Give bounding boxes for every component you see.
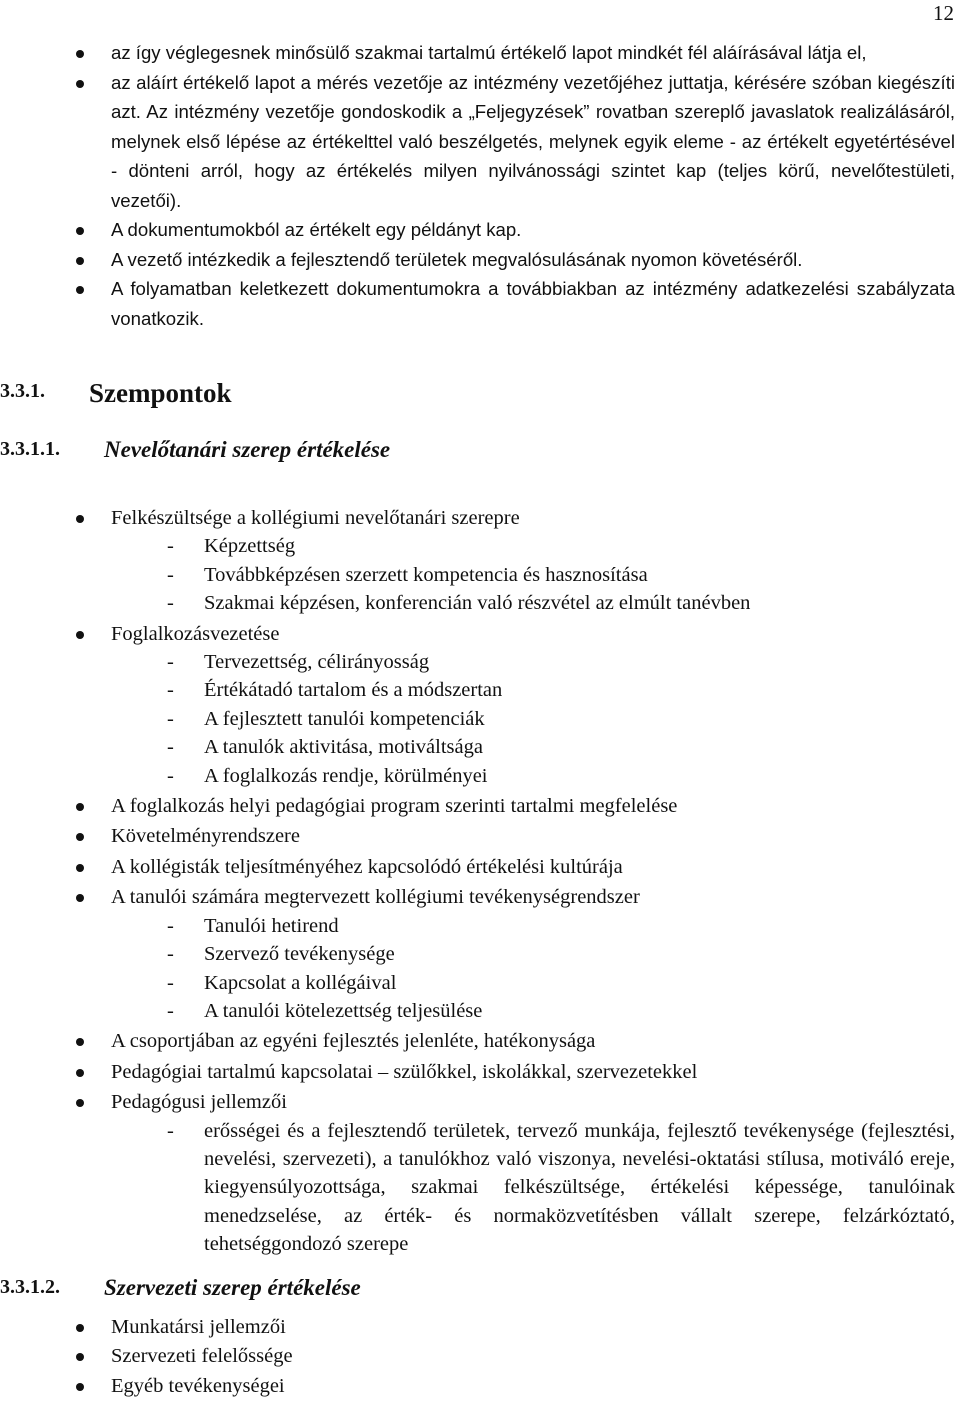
section-title: Nevelőtanári szerep értékelése (104, 437, 391, 462)
page-number: 12 (933, 1, 954, 25)
sub-item: - Szervező tevékenysége (0, 940, 960, 968)
list-item: az így véglegesnek minősülő szakmai tartalmú értékelő lapot mindkét fél aláírásával látja el, (0, 38, 960, 68)
section-title: Szempontok (89, 378, 232, 408)
list-item: A tanulói számára megtervezett kollégiumi tevékenységrendszer (0, 883, 960, 911)
organisational-list (0, 1313, 960, 1400)
sub-item: - A foglalkozás rendje, körülményei (0, 762, 960, 790)
section-heading-3312 (0, 1276, 60, 1299)
list-item: A dokumentumokból az értékelt egy példányt kap. (0, 215, 960, 245)
list-item: Pedagógusi jellemzői (0, 1088, 960, 1116)
sub-item: - Tervezettség, célirányosság (0, 648, 960, 676)
list-item: Pedagógiai tartalmú kapcsolatai – szülőkkel, iskolákkal, szervezetekkel (0, 1058, 960, 1086)
sub-item: - erősségei és a fejlesztendő területek, tervező munkája, fejlesztő tevékenysége (fejlesztési, nevelési, szervezeti), a tanulókhoz való viszonya, nevelési-oktatási stílusa, motiváló ereje, kiegyensúlyozottsága, szakmai felkészültsége, értékelési képessége, tanulóinak menedzselése, az érték- és normaközvetítésben vállalt szerepe, felzárkóztató, tehetséggondozó szerepe (0, 1117, 960, 1259)
section-heading-331 (0, 380, 45, 403)
list-item: Követelményrendszere (0, 822, 960, 850)
sub-item: - Továbbképzésen szerzett kompetencia és hasznosítása (0, 561, 960, 589)
list-item: A kollégisták teljesítményéhez kapcsolódó értékelési kultúrája (0, 853, 960, 881)
criteria-list (0, 504, 960, 1259)
list-item: Foglalkozásvezetése (0, 620, 960, 648)
sub-item: - A tanulói kötelezettség teljesülése (0, 997, 960, 1025)
intro-bullet-list (0, 38, 960, 333)
sub-item: - A tanulók aktivitása, motiváltsága (0, 733, 960, 761)
list-item: A folyamatban keletkezett dokumentumokra a továbbiakban az intézmény adatkezelési szabályzata vonatkozik. (0, 274, 960, 333)
list-item: Szervezeti felelőssége (0, 1342, 960, 1370)
sub-item: - A fejlesztett tanulói kompetenciák (0, 705, 960, 733)
section-number: 3.3.1.2. (0, 1276, 60, 1298)
list-item: Egyéb tevékenységei (0, 1372, 960, 1400)
section-number: 3.3.1. (0, 380, 45, 402)
section-number: 3.3.1.1. (0, 438, 60, 460)
list-item: Felkészültsége a kollégiumi nevelőtanári szerepre (0, 504, 960, 532)
list-item: az aláírt értékelő lapot a mérés vezetője az intézmény vezetőjéhez juttatja, kérésére szóban kiegészíti azt. Az intézmény vezetője gondoskodik a „Feljegyzések” rovatban szereplő javaslatok realizálásáról, melynek első lépése az értékelttel való beszélgetés, melynek egyik eleme - az értékelt egyetértésével - dönteni arról, hogy az értékelés milyen nyilvánossági szintet kap (teljes körű, nevelőtestületi, vezetői). (0, 68, 960, 216)
sub-item: - Értékátadó tartalom és a módszertan (0, 676, 960, 704)
list-item: A vezető intézkedik a fejlesztendő területek megvalósulásának nyomon követéséről. (0, 245, 960, 275)
section-heading-3311 (0, 438, 60, 461)
sub-item: - Tanulói hetirend (0, 912, 960, 940)
sub-item: - Kapcsolat a kollégáival (0, 969, 960, 997)
sub-item: - Képzettség (0, 532, 960, 560)
sub-item: - Szakmai képzésen, konferencián való részvétel az elmúlt tanévben (0, 589, 960, 617)
list-item: A foglalkozás helyi pedagógiai program szerinti tartalmi megfelelése (0, 792, 960, 820)
section-title: Szervezeti szerep értékelése (104, 1275, 361, 1300)
list-item: A csoportjában az egyéni fejlesztés jelenléte, hatékonysága (0, 1027, 960, 1055)
list-item: Munkatársi jellemzői (0, 1313, 960, 1341)
